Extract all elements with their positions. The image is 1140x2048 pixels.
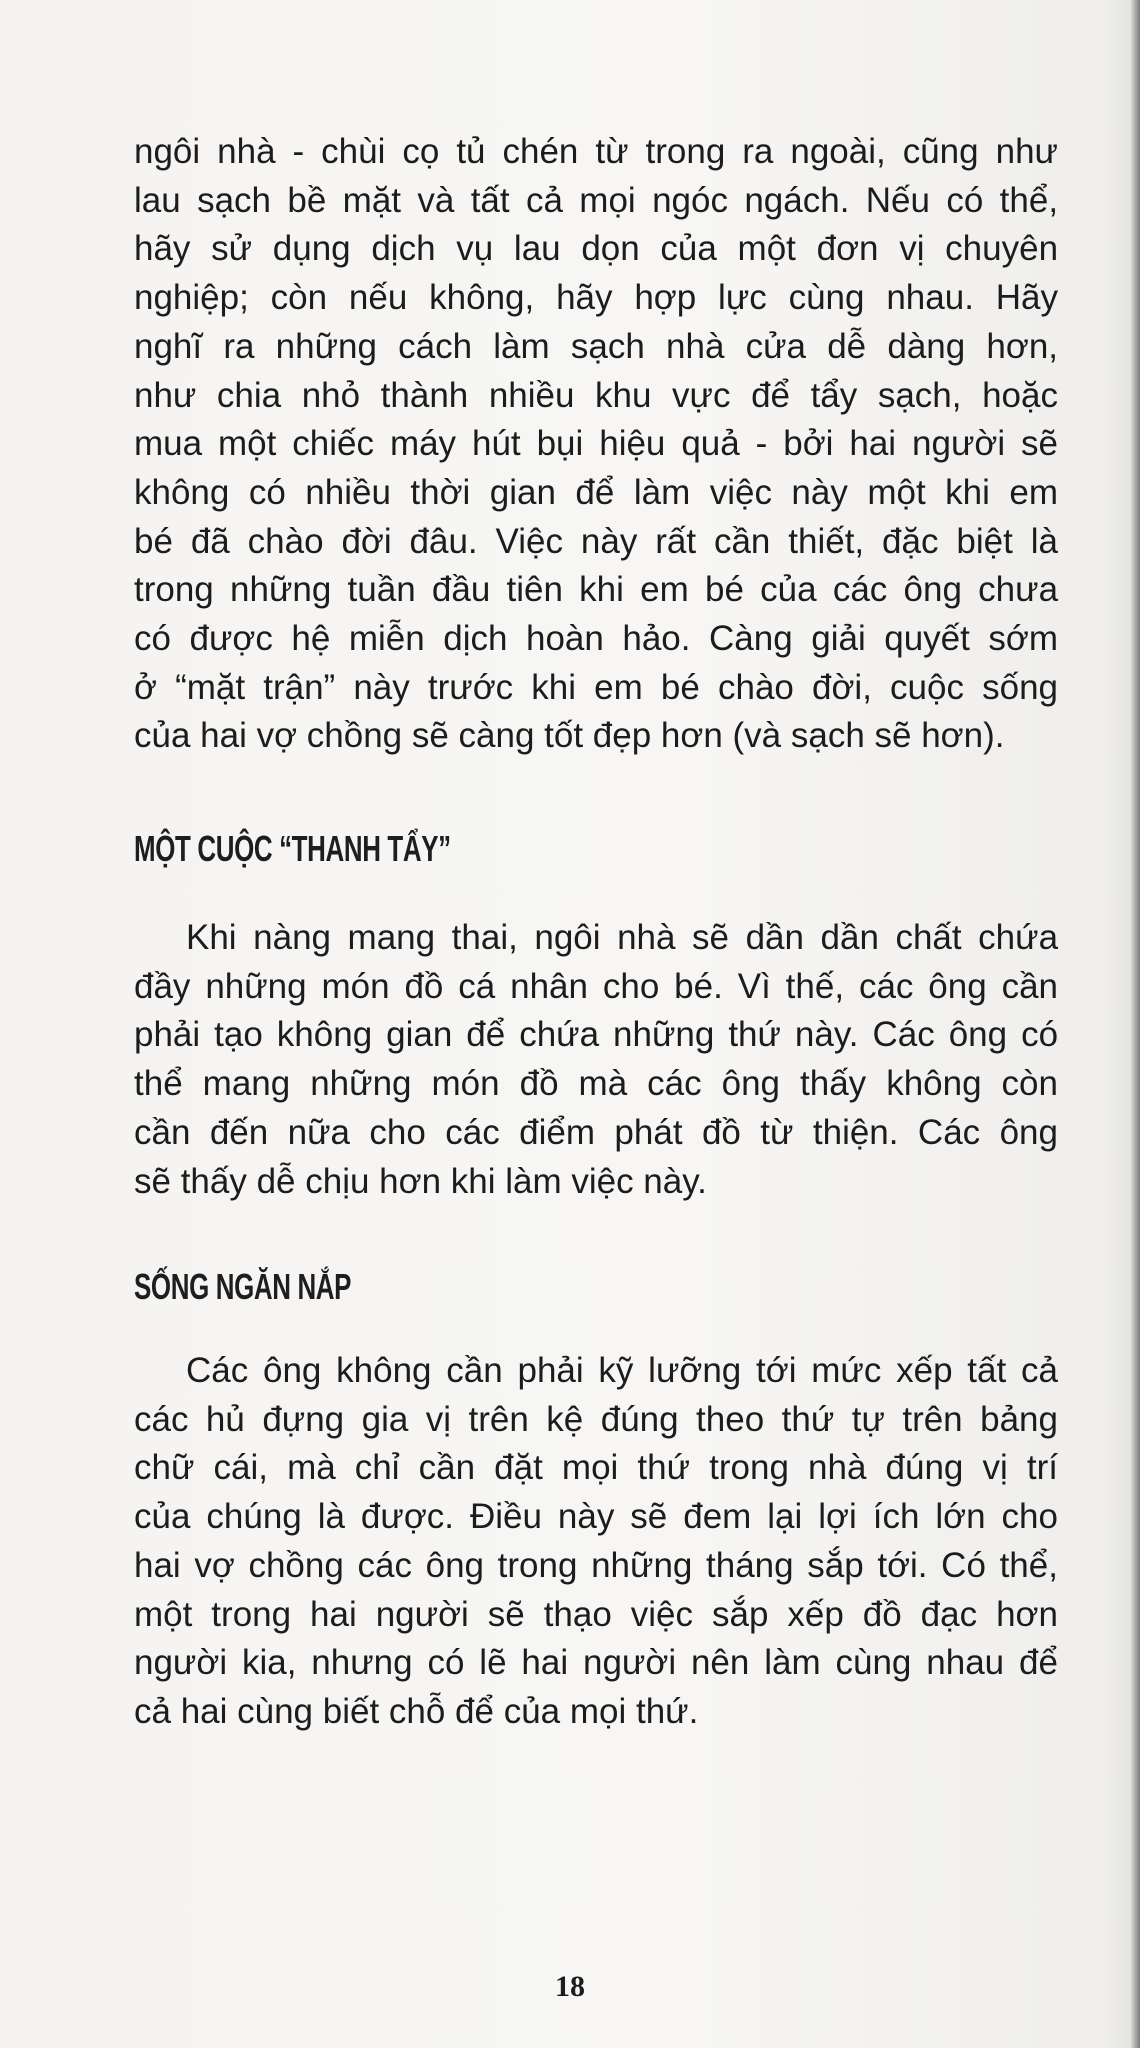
text-line: nghĩ ra những cách làm sạch nhà cửa dễ dàng hơn, [134, 326, 1059, 366]
paragraph-purge [134, 914, 1058, 1206]
text-line: cả hai cùng biết chỗ để của mọi thứ. [134, 1691, 699, 1731]
paragraph-tidy [134, 1347, 1058, 1737]
text-line: người kia, nhưng có lẽ hai người nên làm cùng nhau để [134, 1643, 1058, 1683]
text-line: hai vợ chồng các ông trong những tháng sắp tới. Có thể, [134, 1545, 1058, 1585]
text-line: ngôi nhà - chùi cọ tủ chén từ trong ra ngoài, cũng như [134, 132, 1058, 171]
text-line: cần đến nữa cho các điểm phát đồ từ thiện. Các ông [134, 1112, 1058, 1152]
text-line: như chia nhỏ thành nhiều khu vực để tẩy sạch, hoặc [134, 375, 1058, 415]
text-line: bé đã chào đời đâu. Việc này rất cần thiết, đặc biệt là [134, 521, 1058, 561]
text-line: đầy những món đồ cá nhân cho bé. Vì thế, các ông cần [134, 966, 1058, 1006]
text-line: Các ông không cần phải kỹ lưỡng tới mức xếp tất cả [186, 1351, 1058, 1390]
text-line: của hai vợ chồng sẽ càng tốt đẹp hơn (và sạch sẽ hơn). [134, 716, 1005, 756]
text-line: Khi nàng mang thai, ngôi nhà sẽ dần dần chất chứa [186, 918, 1059, 957]
text-line: hãy sử dụng dịch vụ lau dọn của một đơn vị chuyên [134, 229, 1059, 269]
section-heading-purge: MỘT CUỘC “THANH TẨY” [134, 828, 451, 869]
text-line: các hủ đựng gia vị trên kệ đúng theo thứ tự trên bảng [134, 1399, 1058, 1439]
text-line: lau sạch bề mặt và tất cả mọi ngóc ngách. Nếu có thể, [134, 180, 1059, 220]
text-line: nghiệp; còn nếu không, hãy hợp lực cùng nhau. Hãy [134, 278, 1058, 318]
text-line: thể mang những món đồ mà các ông thấy không còn [134, 1064, 1058, 1104]
text-line: của chúng là được. Điều này sẽ đem lại lợi ích lớn cho [134, 1497, 1058, 1537]
text-line: một trong hai người sẽ thạo việc sắp xếp đồ đạc hơn [134, 1594, 1058, 1634]
paragraph-cleaning [134, 128, 1058, 761]
text-line: ở “mặt trận” này trước khi em bé chào đời, cuộc sống [134, 667, 1059, 707]
text-line: phải tạo không gian để chứa những thứ này. Các ông có [134, 1015, 1059, 1055]
text-line: sẽ thấy dễ chịu hơn khi làm việc này. [134, 1161, 707, 1201]
text-line: chữ cái, mà chỉ cần đặt mọi thứ trong nhà đúng vị trí [134, 1448, 1058, 1488]
page-number: 18 [555, 1970, 585, 2003]
page-edge-shadow [1130, 0, 1140, 2048]
text-line: có được hệ miễn dịch hoàn hảo. Càng giải quyết sớm [134, 619, 1059, 659]
section-heading-tidy: SỐNG NGĂN NẮP [134, 1266, 352, 1307]
text-line: mua một chiếc máy hút bụi hiệu quả - bởi hai người sẽ [134, 424, 1059, 464]
text-line: không có nhiều thời gian để làm việc này một khi em [134, 472, 1058, 512]
text-line: trong những tuần đầu tiên khi em bé của các ông chưa [134, 570, 1059, 610]
